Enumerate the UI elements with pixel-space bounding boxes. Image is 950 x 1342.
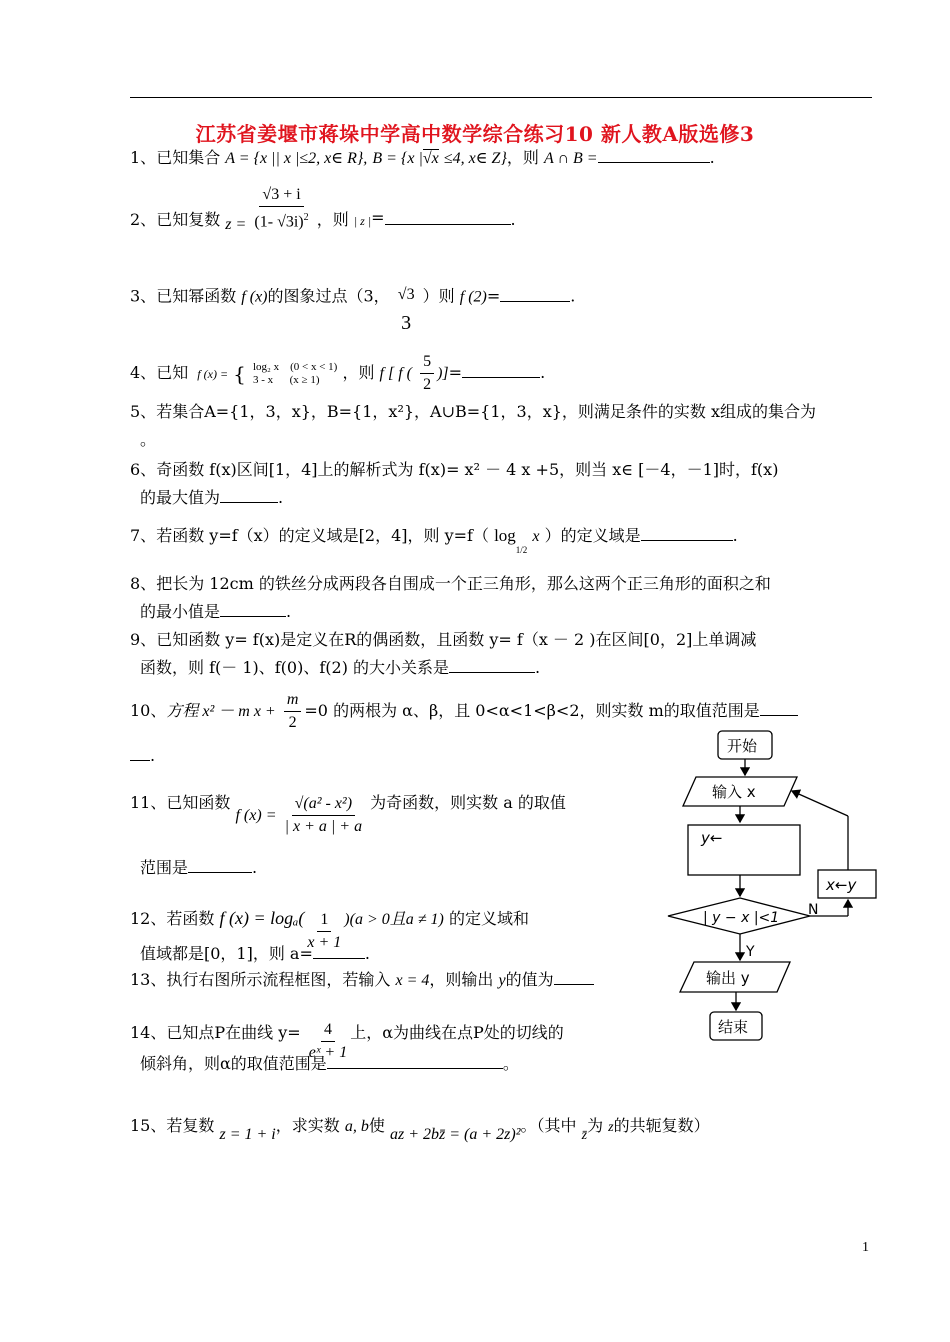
answer-blank[interactable] bbox=[554, 968, 594, 985]
page-number: 1 bbox=[862, 1240, 869, 1255]
question-7: 7、若函数 y=f（x）的定义域是[2，4]，则 y=f（ $\log_{1/2} x$ ）的定义域是 . bbox=[130, 526, 738, 555]
answer-blank[interactable] bbox=[500, 285, 570, 302]
question-3: 3、已知幂函数 f (x)的图象过点（3， √3 3 ）则 f (2)= . bbox=[130, 286, 576, 334]
answer-blank[interactable] bbox=[760, 699, 798, 716]
flow-input-label: 输入 x bbox=[712, 783, 756, 801]
question-13: 13、执行右图所示流程框图，若输入 x = 4，则输出 y的值为 bbox=[130, 968, 594, 993]
answer-blank[interactable] bbox=[462, 361, 540, 378]
flow-start-label: 开始 bbox=[727, 737, 758, 755]
answer-blank[interactable] bbox=[327, 1052, 503, 1069]
flow-condition-label: | y − x |<1 bbox=[703, 910, 780, 926]
fraction-q4: $\frac{5}{2}$ bbox=[420, 352, 434, 395]
answer-blank[interactable] bbox=[220, 486, 278, 503]
question-8: 8、把长为 12cm 的铁丝分成两段各自围成一个正三角形，那么这两个正三角形的面积之和 bbox=[130, 574, 771, 593]
fraction-q12: $\frac{1}{x + 1}$ bbox=[307, 911, 342, 951]
answer-blank[interactable] bbox=[641, 524, 733, 541]
question-10: 10、方程 x² － m x + $\frac{m}{2}$ =0 的两根为 α、β，且 0<α<1<β<2，则实数 m的取值范围是 bbox=[130, 690, 798, 733]
answer-blank[interactable] bbox=[220, 600, 286, 617]
question-5-cont: 。 bbox=[140, 430, 157, 449]
flow-input-box bbox=[683, 777, 797, 806]
question-12-cont: 值域都是[0，1]，则 a= . bbox=[140, 944, 370, 963]
fraction-q2: $\frac{√3 + i}{(1- √3i)^2}$ bbox=[254, 186, 309, 231]
flow-assign-y-box bbox=[688, 825, 800, 875]
flow-assign-x-label: x←y bbox=[826, 876, 857, 894]
question-11: 11、已知函数 f (x) = $\frac{\text{√(a² - x²)}}{| x + a | + a}$ 为奇函数，则实数 a 的取值 bbox=[130, 793, 566, 835]
flow-assign-y-label: y← bbox=[701, 829, 723, 847]
page-title: 江苏省姜堰市蒋垛中学高中数学综合练习10 新人教A版选修3 bbox=[195, 122, 755, 146]
question-14: 14、已知点P在曲线 y= $\frac{4}{\text{eˣ + 1}}$ 上，α为曲线在点P处的切线的 bbox=[130, 1021, 564, 1061]
question-5: 5、若集合A={1，3，x}，B={1，x²}，A∪B={1，3，x}，则满足条件的实数 x组成的集合为 bbox=[130, 402, 817, 421]
flow-output-box bbox=[680, 962, 790, 992]
question-6: 6、奇函数 f(x)区间[1，4]上的解析式为 f(x)= x² － 4 x +5，则当 x∈ [－4，－1]时，f(x) bbox=[130, 460, 779, 479]
question-2: 2、已知复数 z = $\frac{√3 + i}{(1- √3i)^2}$ ，则 $_{| z |}$= . bbox=[130, 186, 516, 234]
flow-end-box bbox=[710, 1012, 762, 1040]
question-14-cont: 倾斜角，则α的取值范围是 。 bbox=[140, 1054, 519, 1073]
fraction-q10: $\frac{m}{2}$ bbox=[284, 690, 302, 733]
flow-no-label: N bbox=[808, 902, 819, 918]
question-1: 1、已知集合 A = {x || x |≤2, x∈ R}, B = {x |√x ≤4, x∈ Z}，则 A ∩ B = . bbox=[130, 148, 715, 167]
flow-start-box bbox=[718, 731, 772, 759]
fraction-q14: $\frac{4}{\text{eˣ + 1}}$ bbox=[308, 1021, 348, 1061]
question-9-cont: 函数，则 f(－ 1)、f(0)、f(2) 的大小关系是 . bbox=[140, 658, 541, 677]
question-6-cont: 的最大值为 . bbox=[140, 488, 284, 507]
fraction-q3: √3 3 bbox=[397, 286, 415, 334]
flow-condition-diamond bbox=[668, 898, 810, 934]
question-4: 4、已知 f (x) = { log₂ x (0 < x < 1) 3 - x (x ≥ 1) ，则 f [ f ( $\frac{5}{2}$ )]= . bbox=[130, 353, 546, 393]
question-15: 15、若复数 z = 1 + i，求实数 a, b使 az + 2bz̄ = (a + 2z)²。（其中 z̄为 z的共轭复数） bbox=[130, 1116, 710, 1143]
question-12: 12、若函数 f (x) = logₐ( $\frac{1}{x + 1}$ )(a > 0且a ≠ 1) 的定义域和 bbox=[130, 908, 529, 951]
header-rule bbox=[130, 97, 872, 98]
answer-blank[interactable] bbox=[598, 146, 710, 163]
answer-blank[interactable] bbox=[385, 208, 511, 225]
question-8-cont: 的最小值是 . bbox=[140, 602, 292, 621]
answer-blank[interactable] bbox=[449, 656, 535, 673]
answer-blank[interactable] bbox=[313, 942, 365, 959]
answer-blank[interactable] bbox=[188, 856, 252, 873]
flow-assign-x-box bbox=[818, 870, 876, 898]
flow-output-label: 输出 y bbox=[706, 969, 750, 987]
question-9: 9、已知函数 y= f(x)是定义在R的偶函数，且函数 y= f（x － 2 )在区间[0，2]上单调减 bbox=[130, 630, 757, 649]
flow-end-label: 结束 bbox=[718, 1018, 749, 1036]
flow-yes-label: Y bbox=[746, 944, 755, 960]
flow-arrow bbox=[792, 791, 848, 816]
answer-blank[interactable] bbox=[130, 744, 150, 761]
question-10-cont: . bbox=[130, 744, 155, 768]
fraction-q11: $\frac{\text{√(a² - x²)}}{| x + a | + a}$ bbox=[284, 795, 363, 835]
piecewise-cases: log₂ x (0 < x < 1) 3 - x (x ≥ 1) bbox=[252, 360, 338, 386]
question-11-cont: 范围是 . bbox=[140, 858, 258, 877]
